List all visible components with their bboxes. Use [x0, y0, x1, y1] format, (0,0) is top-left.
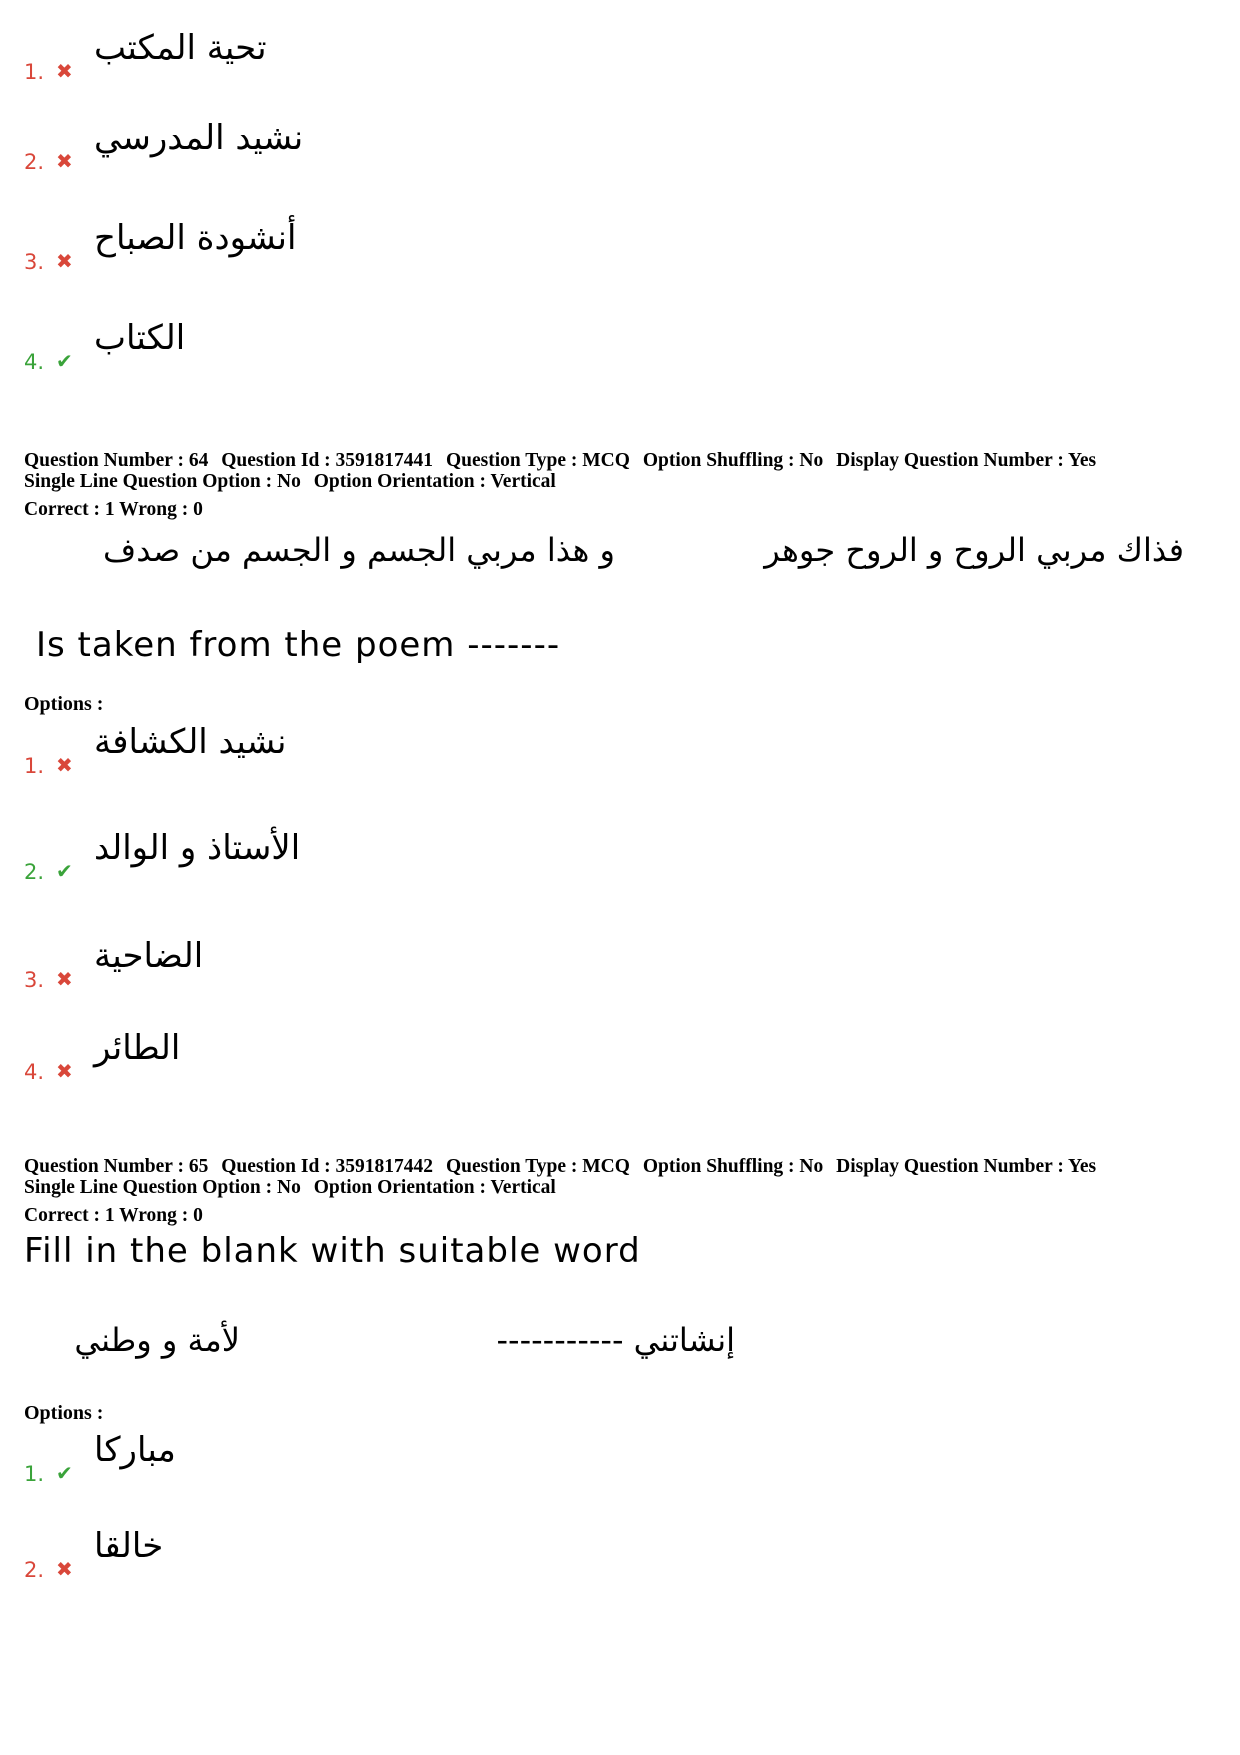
option-number: 2. — [24, 860, 45, 884]
question-64-prompt: Is taken from the poem ------- — [36, 625, 561, 665]
option-number: 4. — [24, 350, 45, 374]
blank-sentence-first-half: إنشاتني ----------- — [496, 1321, 735, 1359]
verse-second-half: و هذا مربي الجسم و الجسم من صدف — [103, 531, 615, 569]
option-number: 1. — [24, 60, 45, 84]
wrong-cross-icon: ✖ — [56, 249, 73, 273]
blank-sentence-second-half: لأمة و وطني — [74, 1321, 240, 1359]
single-line-option: Single Line Question Option : No — [24, 1177, 301, 1198]
question-65-score: Correct : 1 Wrong : 0 — [24, 1205, 203, 1226]
option-shuffling: Option Shuffling : No — [642, 1156, 824, 1177]
option-number: 3. — [24, 968, 45, 992]
option-text: أنشودة الصباح — [94, 218, 297, 258]
option-text: الضاحية — [94, 936, 204, 976]
option-text: مباركا — [94, 1430, 176, 1470]
option-text: الكتاب — [94, 318, 186, 358]
display-question-number: Display Question Number : Yes — [836, 1156, 1097, 1177]
wrong-cross-icon: ✖ — [56, 967, 73, 991]
question-64-meta — [24, 450, 1104, 471]
option-text: نشيد الكشافة — [94, 722, 287, 762]
question-64-score: Correct : 1 Wrong : 0 — [24, 499, 203, 520]
option-text: الطائر — [94, 1028, 181, 1068]
option-text: الأستاذ و الوالد — [94, 828, 301, 868]
question-number: Question Number : 64 — [24, 450, 209, 471]
option-number: 1. — [24, 1462, 45, 1486]
question-64-meta-2 — [24, 471, 564, 492]
question-id: Question Id : 3591817442 — [221, 1156, 434, 1177]
single-line-option: Single Line Question Option : No — [24, 471, 301, 492]
option-number: 3. — [24, 250, 45, 274]
question-number: Question Number : 65 — [24, 1156, 209, 1177]
option-number: 1. — [24, 754, 45, 778]
option-orientation: Option Orientation : Vertical — [313, 471, 556, 492]
correct-check-icon: ✔ — [56, 859, 73, 883]
option-number: 2. — [24, 1558, 45, 1582]
display-question-number: Display Question Number : Yes — [836, 450, 1097, 471]
question-type: Question Type : MCQ — [445, 450, 630, 471]
option-number: 2. — [24, 150, 45, 174]
option-shuffling: Option Shuffling : No — [642, 450, 824, 471]
option-text: خالقا — [94, 1526, 164, 1566]
wrong-cross-icon: ✖ — [56, 59, 73, 83]
options-label: Options : — [24, 1402, 104, 1424]
question-65-prompt: Fill in the blank with suitable word — [24, 1231, 641, 1271]
correct-check-icon: ✔ — [56, 349, 73, 373]
option-number: 4. — [24, 1060, 45, 1084]
wrong-cross-icon: ✖ — [56, 1557, 73, 1581]
options-label: Options : — [24, 693, 104, 715]
verse-first-half: فذاك مربي الروح و الروح جوهر — [764, 531, 1184, 569]
question-type: Question Type : MCQ — [445, 1156, 630, 1177]
option-text: تحية المكتب — [94, 28, 267, 68]
option-orientation: Option Orientation : Vertical — [313, 1177, 556, 1198]
question-65-meta — [24, 1156, 1104, 1177]
question-id: Question Id : 3591817441 — [221, 450, 434, 471]
option-text: نشيد المدرسي — [94, 118, 304, 158]
wrong-cross-icon: ✖ — [56, 753, 73, 777]
question-65-meta-2 — [24, 1177, 564, 1198]
wrong-cross-icon: ✖ — [56, 149, 73, 173]
wrong-cross-icon: ✖ — [56, 1059, 73, 1083]
correct-check-icon: ✔ — [56, 1461, 73, 1485]
